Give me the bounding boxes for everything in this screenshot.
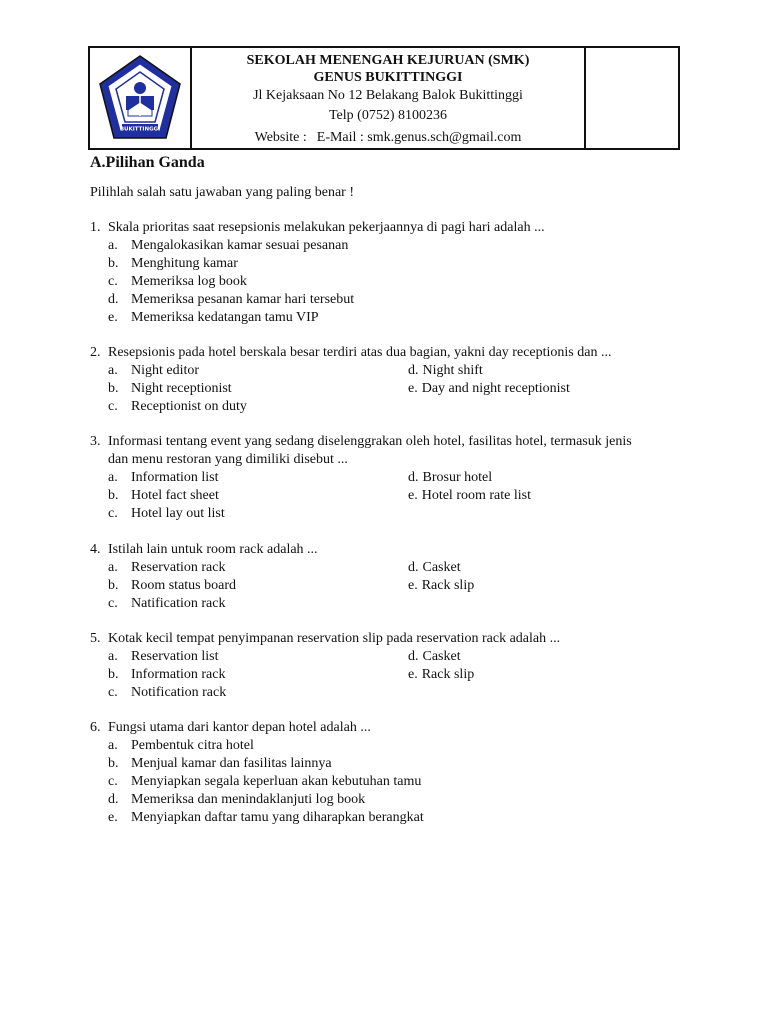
school-email: E-Mail : smk.genus.sch@gmail.com	[316, 130, 522, 145]
question-6	[90, 719, 690, 827]
instruction: Pilihlah salah satu jawaban yang paling benar !	[90, 185, 354, 200]
options	[108, 648, 690, 702]
question-5	[90, 630, 690, 702]
option: b. Night receptionist	[108, 381, 232, 396]
option: e. Rack slip	[408, 667, 475, 682]
option: b. Menghitung kamar	[108, 256, 238, 271]
question-3	[90, 433, 690, 523]
question-number: 3.	[90, 434, 101, 449]
question-number: 4.	[90, 542, 101, 557]
question-2	[90, 344, 690, 416]
school-header	[88, 46, 680, 150]
website-label: Website :	[254, 130, 307, 145]
question-1	[90, 219, 690, 327]
options	[108, 469, 690, 523]
school-address: Jl Kejaksaan No 12 Belakang Balok Bukittinggi	[253, 88, 523, 103]
option: e. Menyiapkan daftar tamu yang diharapkan berangkat	[108, 810, 424, 825]
question-text: Informasi tentang event yang sedang diselenggrakan oleh hotel, fasilitas hotel, termasuk jenis	[108, 434, 632, 449]
question-text: Resepsionis pada hotel berskala besar terdiri atas dua bagian, yakni day receptionis dan ...	[108, 345, 612, 360]
school-logo-cell	[90, 48, 192, 148]
question-text-continued: dan menu restoran yang dimiliki disebut ...	[108, 452, 348, 467]
question-number: 5.	[90, 631, 101, 646]
option: d. Brosur hotel	[408, 470, 493, 485]
options	[108, 362, 690, 416]
option: a. Night editor	[108, 363, 200, 378]
school-phone: Telp (0752) 8100236	[328, 108, 447, 123]
option: d. Memeriksa pesanan kamar hari tersebut	[108, 292, 355, 307]
question-text: Skala prioritas saat resepsionis melakukan pekerjaannya di pagi hari adalah ...	[108, 220, 545, 235]
section-title: A.Pilihan Ganda	[90, 154, 205, 171]
options	[108, 737, 690, 827]
question-number: 6.	[90, 720, 101, 735]
option: b. Information rack	[108, 667, 226, 682]
option: c. Memeriksa log book	[108, 274, 247, 289]
header-empty-cell	[586, 48, 678, 148]
option: b. Room status board	[108, 578, 236, 593]
school-line-2: GENUS BUKITTINGGI	[313, 70, 463, 85]
option: a. Reservation rack	[108, 560, 226, 575]
question-text: Fungsi utama dari kantor depan hotel adalah ...	[108, 720, 371, 735]
option: b. Hotel fact sheet	[108, 488, 219, 503]
question-text: Kotak kecil tempat penyimpanan reservation slip pada reservation rack adalah ...	[108, 631, 561, 646]
school-info	[192, 48, 586, 148]
option: b. Menjual kamar dan fasilitas lainnya	[108, 756, 332, 771]
option: d. Casket	[408, 649, 461, 664]
options	[108, 237, 690, 327]
option: a. Pembentuk citra hotel	[108, 738, 254, 753]
question-number: 2.	[90, 345, 101, 360]
question-text: Istilah lain untuk room rack adalah ...	[108, 542, 318, 557]
school-line-1: SEKOLAH MENENGAH KEJURUAN (SMK)	[246, 53, 530, 68]
option: c. Notification rack	[108, 685, 227, 700]
school-logo	[98, 54, 182, 142]
option: c. Natification rack	[108, 596, 226, 611]
options	[108, 559, 690, 613]
option: c. Receptionist on duty	[108, 399, 247, 414]
question-number: 1.	[90, 220, 101, 235]
option: a. Reservation list	[108, 649, 219, 664]
logo-banner-text: BUKITTINGGI	[119, 126, 161, 133]
option: d. Night shift	[408, 363, 483, 378]
option: e. Hotel room rate list	[408, 488, 531, 503]
option: d. Memeriksa dan menindaklanjuti log book	[108, 792, 366, 807]
option: e. Rack slip	[408, 578, 475, 593]
option: d. Casket	[408, 560, 461, 575]
question-4	[90, 541, 690, 613]
option: a. Information list	[108, 470, 219, 485]
option: e. Memeriksa kedatangan tamu VIP	[108, 310, 319, 325]
option: c. Menyiapkan segala keperluan akan kebutuhan tamu	[108, 774, 422, 789]
school-web	[192, 128, 584, 148]
option: a. Mengalokasikan kamar sesuai pesanan	[108, 238, 349, 253]
option: c. Hotel lay out list	[108, 506, 225, 521]
option: e. Day and night receptionist	[408, 381, 570, 396]
